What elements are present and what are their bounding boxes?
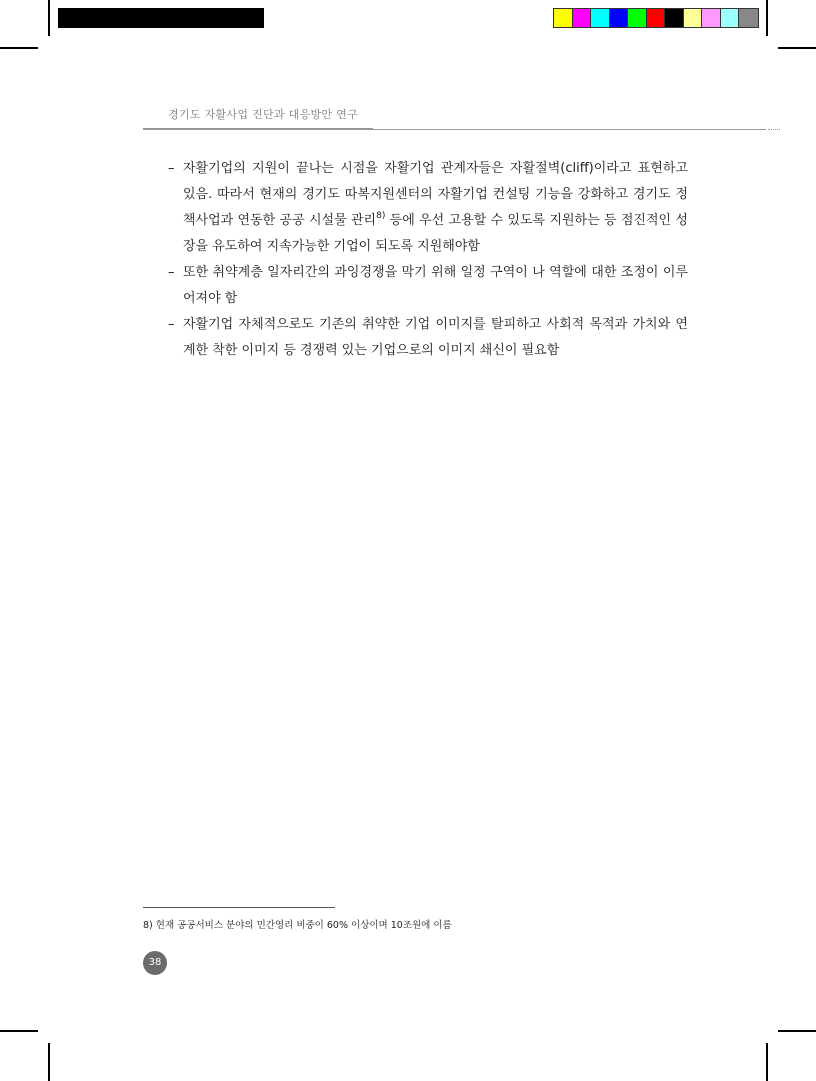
list-item-text: 자활기업 자체적으로도 기존의 취약한 기업 이미지를 탈피하고 사회적 목적과 가치와 연계한 착한 이미지 등 경쟁력 있는 기업으로의 이미지 쇄신이 필요함 xyxy=(183,317,688,358)
footnote: 8) 현재 공공서비스 분야의 민간영리 비중이 60% 이상이며 10조원에 이름 xyxy=(143,920,452,931)
page-number: 38 xyxy=(143,951,167,975)
list-item-text: 자활기업의 지원이 끝나는 시점을 자활기업 관계자들은 자활절벽(cliff)이라고 표현하고 있음. 따라서 현재의 경기도 따복지원센터의 자활기업 컨설팅 기능을 강화하고 경기도 정책사업과 연동한 공공 시설물 관리$^{8)}$ 등에 우선 고용할 수 있도록 지원하는 등 점진적인 성장을 유도하여 지속가능한 기업이 되도록 지원해야함 xyxy=(183,161,688,254)
color-swatch xyxy=(647,9,666,27)
list-item-text: 또한 취약계층 일자리간의 과잉경쟁을 막기 위해 일정 구역이 나 역할에 대한 조정이 이루어져야 함 xyxy=(183,265,688,306)
color-swatch xyxy=(684,9,703,27)
footnote-reference[interactable]: 8) xyxy=(376,211,386,221)
header-dotted-rule xyxy=(768,129,780,130)
color-swatch xyxy=(573,9,592,27)
body-text xyxy=(168,156,688,364)
crop-mark xyxy=(778,1030,816,1032)
color-swatch xyxy=(554,9,573,27)
crop-mark xyxy=(48,1043,50,1081)
color-swatch xyxy=(739,9,758,27)
crop-mark xyxy=(0,47,38,49)
color-swatch xyxy=(665,9,684,27)
list-item xyxy=(168,260,688,312)
color-swatch xyxy=(628,9,647,27)
header-rule xyxy=(143,128,373,130)
color-swatch xyxy=(610,9,629,27)
crop-mark xyxy=(766,0,768,36)
footnote-rule xyxy=(143,907,335,908)
color-swatch xyxy=(591,9,610,27)
running-header: 경기도 자활사업 진단과 대응방안 연구 xyxy=(168,108,359,121)
header-rule-thin xyxy=(373,129,766,130)
crop-mark xyxy=(0,1030,38,1032)
list-dash: – xyxy=(168,265,175,280)
crop-mark xyxy=(48,0,50,36)
crop-mark xyxy=(778,47,816,49)
list-dash: – xyxy=(168,161,175,176)
list-item xyxy=(168,312,688,364)
registration-black-bar xyxy=(58,8,264,28)
color-calibration-bar xyxy=(553,8,759,28)
list-dash: – xyxy=(168,317,175,332)
crop-mark xyxy=(766,1043,768,1081)
color-swatch xyxy=(721,9,740,27)
color-swatch xyxy=(702,9,721,27)
list-item xyxy=(168,156,688,260)
